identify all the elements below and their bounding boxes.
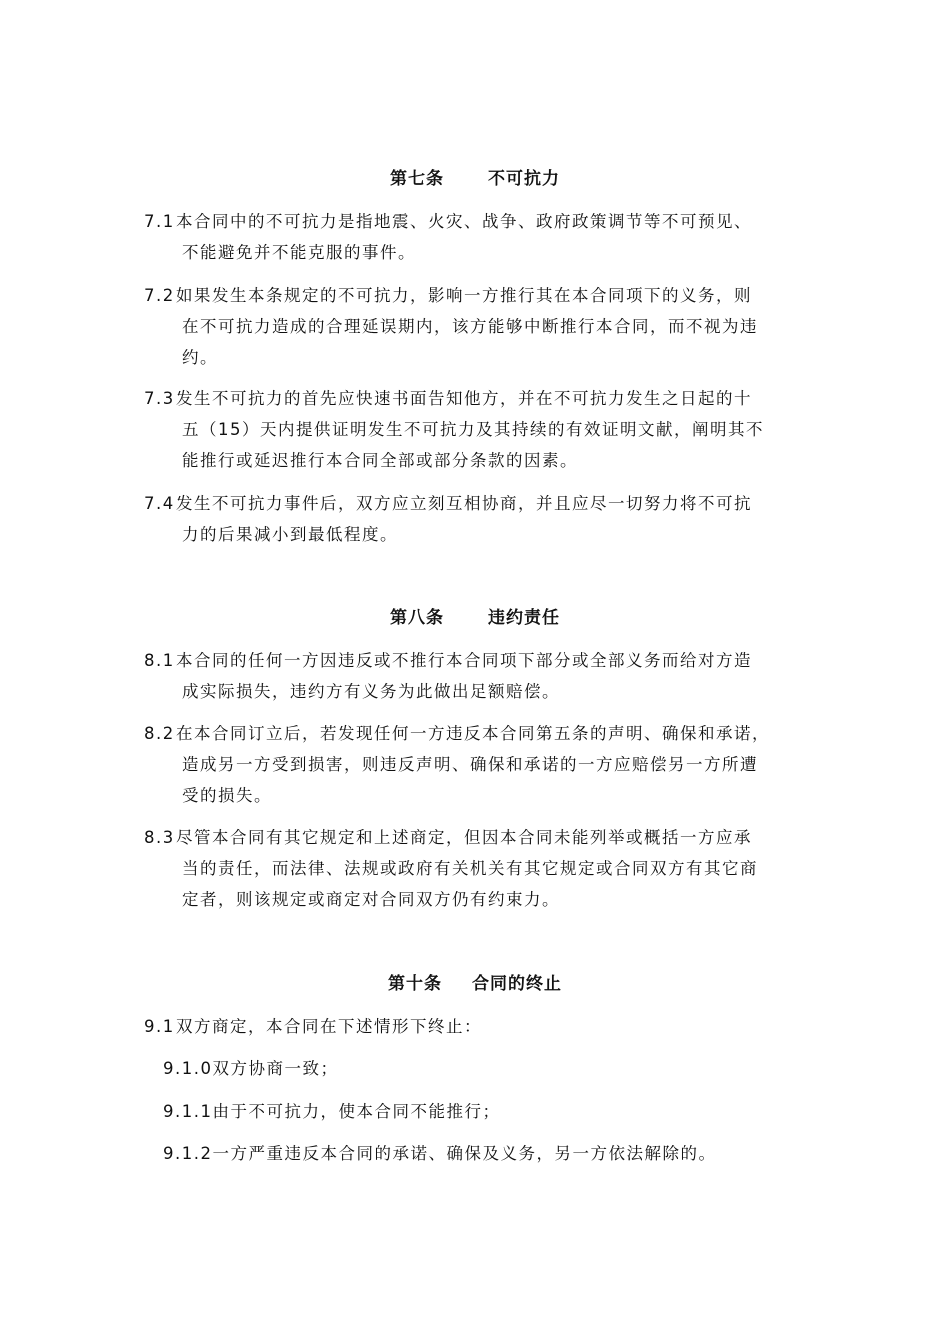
clause-line: 在不可抗力造成的合理延误期内，该方能够中断推行本合同，而不视为违 [182, 317, 758, 336]
article-8-heading [0, 607, 950, 629]
article-10-number: 第十条 [388, 974, 442, 994]
clause-number: 8.1 [144, 651, 175, 670]
clause-line: 发生不可抗力事件后，双方应立刻互相协商，并且应尽一切努力将不可抗 [176, 494, 752, 513]
subclause-text: 由于不可抗力，使本合同不能推行； [212, 1102, 501, 1121]
clause-line: 造成另一方受到损害，则违反声明、确保和承诺的一方应赔偿另一方所遭 [182, 755, 758, 774]
clause-line: 在本合同订立后，若发现任何一方违反本合同第五条的声明、确保和承诺， [176, 724, 770, 743]
subclause-9-1-2 [163, 1138, 823, 1169]
subclause-number: 9.1.1 [163, 1102, 213, 1121]
clause-number: 9.1 [144, 1017, 175, 1036]
clause-7-2 [144, 280, 824, 373]
clause-line: 当的责任，而法律、法规或政府有关机关有其它规定或合同双方有其它商 [182, 859, 758, 878]
clause-number: 8.3 [144, 828, 175, 847]
clause-line: 尽管本合同有其它规定和上述商定，但因本合同未能列举或概括一方应承 [176, 828, 752, 847]
clause-9-1 [144, 1011, 824, 1042]
clause-line: 受的损失。 [182, 786, 272, 805]
article-7-number: 第七条 [390, 169, 444, 189]
clause-line: 不能避免并不能克服的事件。 [182, 243, 416, 262]
article-7-title: 不可抗力 [488, 169, 560, 189]
subclause-9-1-0 [163, 1053, 823, 1084]
article-10-heading [0, 973, 950, 995]
clause-line: 本合同中的不可抗力是指地震、火灾、战争、政府政策调节等不可预见、 [176, 212, 752, 231]
clause-line: 发生不可抗力的首先应快速书面告知他方，并在不可抗力发生之日起的十 [176, 389, 752, 408]
clause-7-1 [144, 206, 824, 268]
clause-line: 五（15）天内提供证明发生不可抗力及其持续的有效证明文献，阐明其不 [182, 420, 764, 439]
clause-8-1 [144, 645, 824, 707]
subclause-text: 双方协商一致； [212, 1059, 339, 1078]
clause-8-2 [144, 718, 824, 811]
clause-line: 力的后果减小到最低程度。 [182, 525, 398, 544]
clause-line: 本合同的任何一方因违反或不推行本合同项下部分或全部义务而给对方造 [176, 651, 752, 670]
clause-number: 7.2 [144, 286, 175, 305]
clause-7-3 [144, 383, 824, 476]
subclause-number: 9.1.0 [163, 1059, 213, 1078]
clause-line: 约。 [182, 348, 218, 367]
clause-line: 定者，则该规定或商定对合同双方仍有约束力。 [182, 890, 560, 909]
clause-line: 双方商定，本合同在下述情形下终止： [176, 1017, 482, 1036]
article-7-heading [0, 168, 950, 190]
clause-number: 7.1 [144, 212, 175, 231]
clause-line: 如果发生本条规定的不可抗力，影响一方推行其在本合同项下的义务，则 [176, 286, 752, 305]
article-8-title: 违约责任 [488, 608, 560, 628]
clause-line: 成实际损失，违约方有义务为此做出足额赔偿。 [182, 682, 560, 701]
article-10-title: 合同的终止 [472, 974, 562, 994]
clause-number: 8.2 [144, 724, 175, 743]
clause-7-4 [144, 488, 824, 550]
subclause-9-1-1 [163, 1096, 823, 1127]
clause-line: 能推行或延迟推行本合同全部或部分条款的因素。 [182, 451, 578, 470]
subclause-number: 9.1.2 [163, 1144, 213, 1163]
clause-8-3 [144, 822, 824, 915]
clause-number: 7.3 [144, 389, 175, 408]
subclause-text: 一方严重违反本合同的承诺、确保及义务，另一方依法解除的。 [212, 1144, 717, 1163]
clause-number: 7.4 [144, 494, 175, 513]
article-8-number: 第八条 [390, 608, 444, 628]
